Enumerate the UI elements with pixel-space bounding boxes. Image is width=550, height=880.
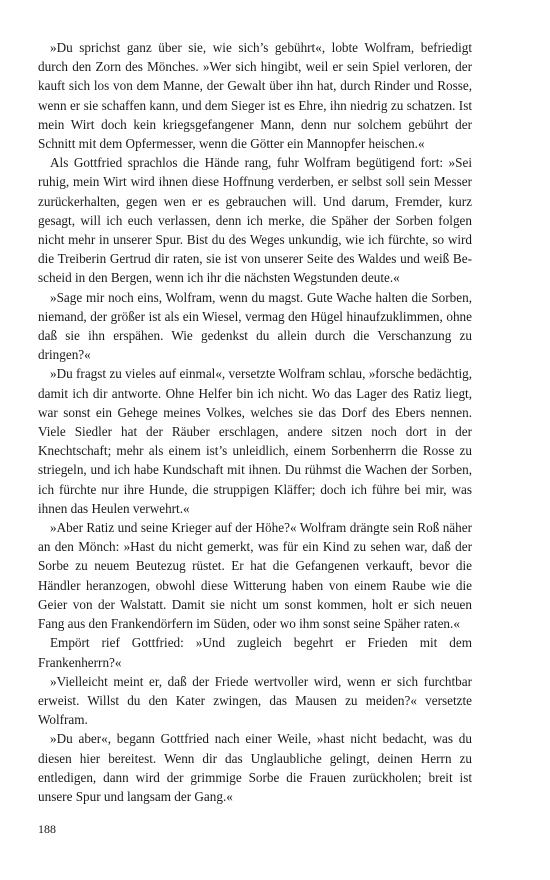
paragraph-1: »Du sprichst ganz über sie, wie sich’s gebührt«, lobte Wolfram, befriedigt durch den Zorn des Mönches. »Wer sich hingibt, weil er sein Spiel verloren, der kauft sich los von dem Manne, der Gewalt über ihn hat, durch Rinder und Rosse, wenn er sie schaffen kann, und dem Sieger ist es Ehre, ihn niedrig zu schatzen. Ist mein Wirt doch kein kriegsgefangener Mann, denn nur solchem gebührt der Schnitt mit dem Opfermesser, wenn die Götter ein Mannopfer heischen.«	[38, 40, 472, 152]
paragraph-8: »Du aber«, begann Gottfried nach einer Weile, »hast nicht bedacht, was du diesen hier bereitest. Wenn dir das Unglaubliche gelingt, deinen Herrn zu entledigen, dann wird der grimmige Sorbe die Frauen zurückholen; breit ist unsere Spur und langsam der Gang.«	[38, 731, 472, 804]
page-body	[38, 38, 472, 806]
paragraph-6: Empört rief Gottfried: »Und zugleich begehrt er Frieden mit dem Frankenherrn?«	[38, 635, 472, 670]
paragraph-7: »Vielleicht meint er, daß der Friede wertvoller wird, wenn er sich furchtbar erweist. Willst du den Kater zwingen, das Mausen zu meiden?« versetzte Wolfram.	[38, 673, 472, 728]
paragraph-4: »Du fragst zu vieles auf einmal«, versetzte Wolfram schlau, »forsche bedächtig, damit ich dir antworte. Ohne Helfer bin ich nicht. Wo das Lager des Ratiz liegt, war sonst ein Gehege meines Volkes, welches sie das Dorf des Ebers nennen. Viele Siedler hat der Räuber erschlagen, andere sitzen noch dort in der Knechtschaft; mehr als einem ist’s unleidlich, einem Sorbenherrn die Rosse zu striegeln, und ich habe Kundschaft mit ihnen. Du rühmst die Wachen der Sorben, ich fürchte nur ihre Hunde, die struppigen Kläffer; doch ich führe bei mir, was ihnen das Heulen verwehrt.«	[38, 366, 472, 516]
paragraph-3: »Sage mir noch eins, Wolfram, wenn du magst. Gute Wache halten die Sorben, niemand, der größer ist als ein Wiesel, vermag den Hügel hinaufzuklimmen, ohne daß sie ihn erspähen. Wie gedenkst du allein durch die Verschanzung zu dringen?«	[38, 289, 472, 363]
paragraph-5: »Aber Ratiz und seine Krieger auf der Höhe?« Wolfram drängte sein Roß näher an den Mönch: »Hast du nicht gemerkt, was für ein Kind zu sehen war, daß der Sorbe zu neuem Beutezug rüstet. Er hat die Gefangenen verkauft, bevor die Händler heranzogen, obwohl diese Witterung haben von einem Raube wie die Geier von der Walstatt. Damit sie nicht um sonst kommen, holt er sich neuen Fang aus den Frankendörfern im Süden, oder wo ihm sonst seine Späher raten.«	[38, 520, 472, 632]
paragraph-2: Als Gottfried sprachlos die Hände rang, fuhr Wolfram begütigend fort: »Sei ruhig, mein Wirt wird ihnen diese Hoffnung verderben, er selbst soll sein Messer zurückerhalten, gegen wen er es gebrauchen will. Und darum, Fremder, kurz gesagt, will ich euch verlassen, denn ich merke, die Späher der Sorben folgen nicht mehr in unserer Spur. Bist du des Weges unkundig, wie ich fürchte, so wird die Treiberin Gertrud dir raten, sie ist von unserer Seite des Waldes und weiß Bescheid in den Bergen, wenn ich ihr die nächsten Wegstunden deute.«	[38, 155, 472, 286]
page-number: 188	[38, 822, 56, 836]
